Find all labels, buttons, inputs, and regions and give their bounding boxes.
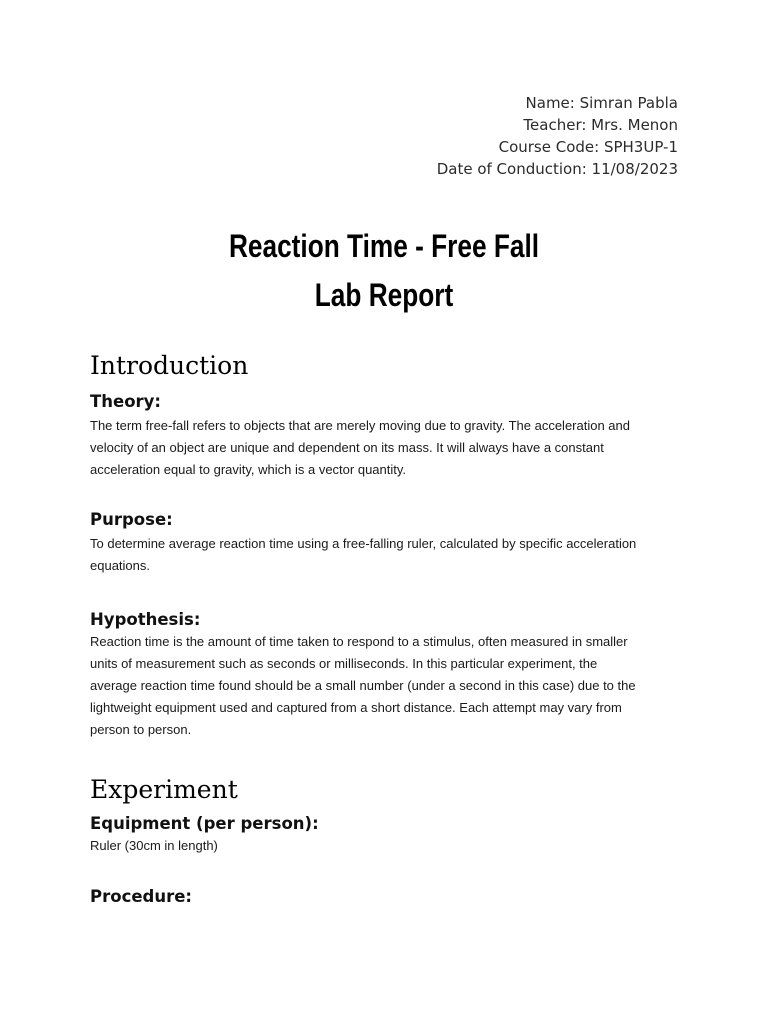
- hypothesis-line: average reaction time found should be a small number (under a second in this case) due to the: [90, 678, 636, 693]
- theory-line: acceleration equal to gravity, which is a vector quantity.: [90, 462, 407, 477]
- student-name: Name: Simran Pabla: [525, 94, 678, 112]
- theory-line: The term free-fall refers to objects that are merely moving due to gravity. The acceleration and: [90, 418, 630, 433]
- hypothesis-line: lightweight equipment used and captured from a short distance. Each attempt may vary from: [90, 700, 622, 715]
- equipment-line: Ruler (30cm in length): [90, 838, 218, 853]
- equipment-heading: Equipment (per person):: [90, 814, 319, 833]
- teacher-name: Teacher: Mrs. Menon: [523, 116, 678, 134]
- theory-paragraph: [90, 415, 682, 481]
- date-of-conduction: Date of Conduction: 11/08/2023: [436, 160, 678, 178]
- experiment-heading: Experiment: [90, 775, 238, 804]
- report-body: [90, 348, 682, 909]
- theory-heading: Theory:: [90, 392, 162, 411]
- purpose-heading: Purpose:: [90, 510, 173, 529]
- purpose-paragraph: [90, 533, 682, 577]
- purpose-line: equations.: [90, 558, 150, 573]
- hypothesis-heading: Hypothesis:: [90, 610, 201, 629]
- hypothesis-line: person to person.: [90, 722, 192, 737]
- procedure-heading: Procedure:: [90, 887, 193, 906]
- hypothesis-line: Reaction time is the amount of time taken to respond to a stimulus, often measured in smaller: [90, 634, 628, 649]
- hypothesis-line: units of measurement such as seconds or milliseconds. In this particular experiment, the: [90, 656, 598, 671]
- hypothesis-paragraph: [90, 631, 682, 741]
- course-code: Course Code: SPH3UP-1: [498, 138, 678, 156]
- introduction-heading: Introduction: [90, 351, 249, 380]
- theory-line: velocity of an object are unique and dependent on its mass. It will always have a constant: [90, 440, 604, 455]
- report-title-line-1: Reaction Time - Free Fall: [228, 228, 540, 264]
- purpose-line: To determine average reaction time using a free-falling ruler, calculated by specific acceleration: [90, 536, 637, 551]
- report-title: [69, 222, 699, 320]
- equipment-paragraph: [90, 835, 682, 857]
- report-title-line-2: Lab Report: [314, 277, 454, 313]
- student-info-block: [437, 92, 678, 180]
